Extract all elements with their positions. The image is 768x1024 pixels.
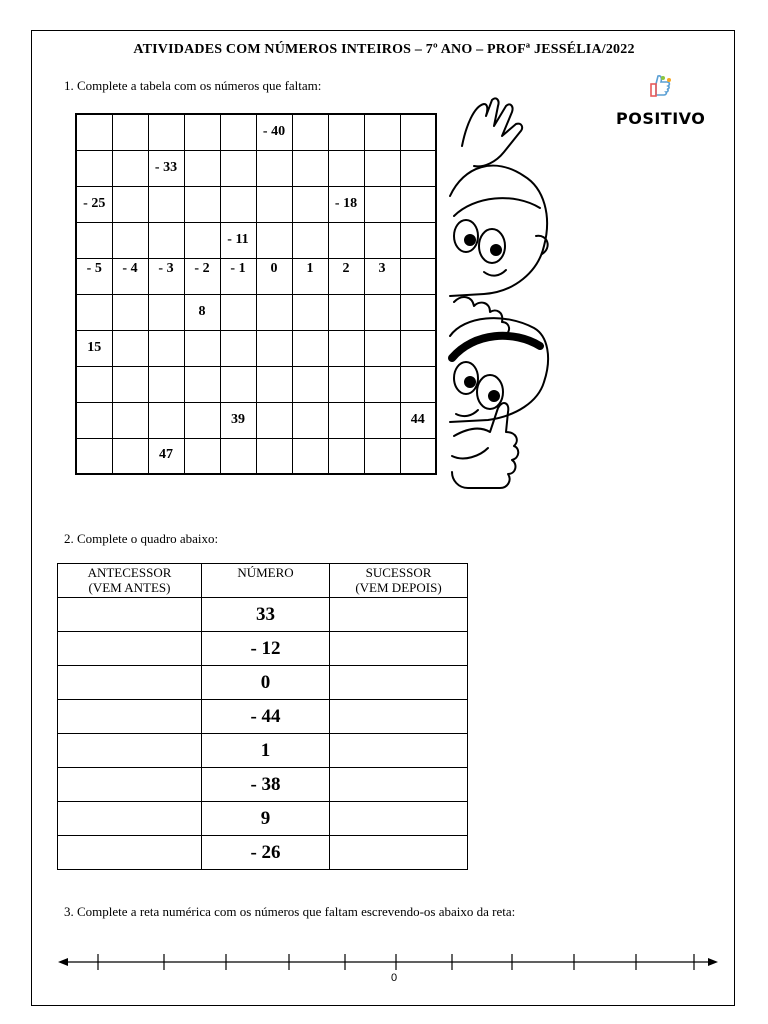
grid-cell[interactable]: [364, 402, 400, 438]
grid-cell[interactable]: [256, 402, 292, 438]
grid-cell-value: [149, 376, 184, 402]
grid-row: [76, 438, 436, 474]
grid-cell-value: - 11: [227, 231, 249, 247]
numero-cell: 1: [202, 734, 330, 768]
sucessor-cell[interactable]: [330, 666, 468, 700]
grid-cell-value: 2: [342, 260, 350, 276]
grid-cell[interactable]: [328, 438, 364, 474]
grid-cell[interactable]: [256, 222, 292, 258]
grid-cell-value: [401, 304, 436, 330]
grid-cell[interactable]: [112, 438, 148, 474]
numero-cell: - 38: [202, 768, 330, 802]
grid-cell[interactable]: [148, 222, 184, 258]
grid-cell-value: [77, 376, 112, 402]
grid-cell[interactable]: [220, 258, 256, 294]
grid-cell[interactable]: [148, 366, 184, 402]
grid-cell[interactable]: [328, 222, 364, 258]
sucessor-cell[interactable]: [330, 700, 468, 734]
grid-cell[interactable]: [148, 150, 184, 186]
number-line: [58, 944, 718, 984]
grid-cell-value: [77, 124, 112, 150]
grid-cell-value: [113, 447, 148, 473]
grid-cell-value: 1: [306, 260, 314, 276]
grid-cell-value: [401, 376, 436, 402]
grid-cell[interactable]: [400, 402, 436, 438]
table-row: [58, 802, 468, 836]
grid-cell-value: [185, 447, 220, 473]
grid-cell[interactable]: [364, 366, 400, 402]
antecessor-cell[interactable]: [58, 768, 202, 802]
grid-cell[interactable]: [256, 438, 292, 474]
grid-cell[interactable]: [148, 258, 184, 294]
grid-cell-value: [401, 261, 436, 294]
grid-row: [76, 294, 436, 330]
grid-cell-value: [365, 412, 400, 438]
antecessor-cell[interactable]: [58, 598, 202, 632]
grid-cell[interactable]: [220, 330, 256, 366]
grid-cell[interactable]: [184, 186, 220, 222]
header-numero-label: NÚMERO: [237, 565, 294, 580]
table-row: [58, 632, 468, 666]
antecessor-cell[interactable]: [58, 666, 202, 700]
grid-cell-value: [113, 160, 148, 186]
grid-cell[interactable]: [184, 294, 220, 330]
grid-cell-value: [113, 304, 148, 330]
grid-cell-value: [185, 376, 220, 402]
grid-cell-value: - 25: [83, 195, 106, 211]
grid-cell[interactable]: [400, 150, 436, 186]
grid-cell-value: 3: [378, 260, 386, 276]
grid-cell-value: [401, 447, 436, 473]
grid-cell-value: [149, 340, 184, 366]
grid-cell-value: [365, 196, 400, 222]
grid-cell[interactable]: [292, 438, 328, 474]
left-arrow-icon: [58, 958, 68, 966]
grid-cell[interactable]: [364, 258, 400, 294]
numero-cell: 9: [202, 802, 330, 836]
grid-cell[interactable]: [292, 366, 328, 402]
sucessor-cell[interactable]: [330, 768, 468, 802]
grid-cell[interactable]: [112, 258, 148, 294]
grid-cell[interactable]: [256, 186, 292, 222]
grid-cell[interactable]: [184, 150, 220, 186]
grid-cell-value: - 3: [158, 260, 174, 276]
grid-cell-value: [221, 376, 256, 402]
grid-cell[interactable]: [220, 186, 256, 222]
sucessor-cell[interactable]: [330, 734, 468, 768]
grid-cell[interactable]: [112, 222, 148, 258]
grid-cell[interactable]: [256, 258, 292, 294]
grid-cell[interactable]: [328, 150, 364, 186]
grid-cell-value: [113, 196, 148, 222]
question-2-prompt: 2. Complete o quadro abaixo:: [64, 531, 219, 546]
grid-cell[interactable]: [76, 294, 112, 330]
grid-cell-value: [113, 340, 148, 366]
grid-cell-value: [77, 160, 112, 186]
grid-cell[interactable]: [364, 222, 400, 258]
grid-cell[interactable]: [184, 258, 220, 294]
grid-cell-value: - 18: [334, 195, 358, 211]
positivo-logo: [616, 74, 704, 128]
grid-cell-value: [221, 304, 256, 330]
grid-cell[interactable]: [220, 114, 256, 150]
grid-cell-value: [365, 124, 400, 150]
grid-cell-value: [365, 232, 400, 258]
grid-cell[interactable]: [220, 366, 256, 402]
grid-cell-value: [401, 124, 436, 150]
grid-cell-value: [257, 304, 292, 330]
grid-cell[interactable]: [184, 222, 220, 258]
grid-cell-value: [293, 340, 328, 366]
numero-cell: - 44: [202, 700, 330, 734]
grid-cell[interactable]: [220, 402, 256, 438]
grid-cell[interactable]: [400, 438, 436, 474]
grid-cell[interactable]: [148, 438, 184, 474]
grid-cell[interactable]: [328, 402, 364, 438]
zero-label: 0: [391, 972, 398, 984]
grid-row: [76, 366, 436, 402]
grid-cell[interactable]: [76, 438, 112, 474]
grid-cell-value: [401, 232, 436, 258]
grid-cell-value: [293, 412, 328, 438]
grid-cell-value: 15: [87, 339, 102, 355]
grid-cell-value: [185, 124, 220, 150]
grid-cell[interactable]: [292, 402, 328, 438]
grid-cell-value: [329, 232, 364, 258]
grid-cell-value: [221, 160, 256, 186]
grid-cell[interactable]: [256, 330, 292, 366]
grid-cell[interactable]: [76, 330, 112, 366]
grid-cell[interactable]: [400, 258, 436, 294]
table-row: [58, 836, 468, 870]
grid-cell[interactable]: [292, 330, 328, 366]
grid-cell[interactable]: [256, 114, 292, 150]
grid-cell-value: [149, 232, 184, 258]
grid-cell-value: [365, 340, 400, 366]
grid-cell[interactable]: [220, 150, 256, 186]
grid-cell-value: [365, 160, 400, 186]
grid-cell[interactable]: [112, 186, 148, 222]
sucessor-cell[interactable]: [330, 836, 468, 870]
grid-cell-value: [185, 196, 220, 222]
grid-cell-value: [365, 447, 400, 473]
grid-cell[interactable]: [76, 402, 112, 438]
table-row: [58, 598, 468, 632]
grid-cell-value: [221, 196, 256, 222]
grid-cell-value: [293, 160, 328, 186]
grid-cell[interactable]: [328, 294, 364, 330]
grid-cell-value: [257, 196, 292, 222]
grid-cell[interactable]: [292, 150, 328, 186]
grid-cell-value: - 4: [122, 260, 138, 276]
grid-cell-value: [401, 196, 436, 222]
table-row: [58, 700, 468, 734]
grid-cell-value: [329, 376, 364, 402]
grid-cell-value: [257, 376, 292, 402]
grid-cell[interactable]: [292, 114, 328, 150]
grid-row: [76, 222, 436, 258]
grid-cell[interactable]: [112, 402, 148, 438]
grid-cell-value: [293, 376, 328, 402]
grid-cell[interactable]: [112, 330, 148, 366]
thumbs-up-logo-icon: [645, 74, 675, 102]
grid-cell[interactable]: [184, 114, 220, 150]
grid-cell[interactable]: [292, 258, 328, 294]
grid-cell-value: [113, 124, 148, 150]
table-row: [58, 734, 468, 768]
grid-cell-value: [185, 412, 220, 438]
grid-cell[interactable]: [148, 186, 184, 222]
grid-cell-value: [149, 304, 184, 330]
grid-cell-value: [113, 412, 148, 438]
grid-cell-value: [257, 160, 292, 186]
grid-cell[interactable]: [400, 366, 436, 402]
grid-cell-value: [149, 412, 184, 438]
grid-cell-value: [293, 304, 328, 330]
grid-cell[interactable]: [328, 366, 364, 402]
grid-cell-value: [401, 340, 436, 366]
grid-cell[interactable]: [400, 186, 436, 222]
grid-cell[interactable]: [364, 330, 400, 366]
grid-cell-value: - 40: [262, 123, 286, 139]
grid-cell[interactable]: [112, 114, 148, 150]
grid-cell-value: 8: [198, 303, 206, 319]
grid-cell-value: [113, 232, 148, 258]
grid-cell[interactable]: [400, 294, 436, 330]
grid-cell[interactable]: [328, 114, 364, 150]
grid-cell[interactable]: [148, 114, 184, 150]
grid-cell-value: [293, 196, 328, 222]
logo-text: POSITIVO: [616, 109, 706, 128]
grid-cell-value: [221, 340, 256, 366]
antecessor-cell[interactable]: [58, 836, 202, 870]
grid-cell-value: - 33: [154, 159, 178, 175]
numero-cell: - 12: [202, 632, 330, 666]
header-antecessor-label: ANTECESSOR (VEM ANTES): [87, 565, 172, 595]
grid-cell[interactable]: [76, 366, 112, 402]
grid-cell[interactable]: [112, 150, 148, 186]
grid-row: [76, 150, 436, 186]
right-arrow-icon: [708, 958, 718, 966]
grid-cell-value: [149, 124, 184, 150]
sucessor-cell[interactable]: [330, 632, 468, 666]
antecessor-cell[interactable]: [58, 802, 202, 836]
grid-cell[interactable]: [292, 222, 328, 258]
grid-cell-value: [77, 232, 112, 258]
grid-cell-value: [185, 232, 220, 258]
grid-cell-value: [365, 304, 400, 330]
page-title: ATIVIDADES COM NÚMEROS INTEIROS – 7º ANO – PROFª JESSÉLIA/2022: [133, 42, 635, 57]
grid-cell[interactable]: [184, 330, 220, 366]
grid-cell-value: - 2: [194, 260, 210, 276]
numero-cell: 33: [202, 598, 330, 632]
grid-cell-value: [329, 160, 364, 186]
grid-cell-value: 44: [410, 411, 425, 427]
grid-cell-value: 47: [159, 447, 173, 462]
grid-cell-value: [149, 196, 184, 222]
grid-cell-value: [185, 160, 220, 186]
grid-row: [76, 186, 436, 222]
grid-cell[interactable]: [364, 150, 400, 186]
header-sucessor: [330, 564, 468, 598]
predecessor-successor-table: [57, 563, 468, 870]
grid-row: [76, 114, 436, 150]
grid-cell[interactable]: [76, 258, 112, 294]
grid-cell[interactable]: [328, 258, 364, 294]
header-antecessor: [58, 564, 202, 598]
grid-cell-value: [221, 124, 256, 150]
grid-cell[interactable]: [184, 438, 220, 474]
grid-cell[interactable]: [112, 294, 148, 330]
grid-cell-value: [329, 124, 364, 150]
grid-cell[interactable]: [328, 186, 364, 222]
grid-cell-value: [77, 412, 112, 438]
grid-row: [76, 402, 436, 438]
antecessor-cell[interactable]: [58, 700, 202, 734]
grid-cell[interactable]: [400, 222, 436, 258]
grid-cell-value: [329, 412, 364, 438]
grid-cell[interactable]: [256, 294, 292, 330]
grid-cell[interactable]: [76, 222, 112, 258]
grid-cell-value: [293, 232, 328, 258]
antecessor-cell[interactable]: [58, 632, 202, 666]
grid-cell[interactable]: [292, 186, 328, 222]
table-row: [58, 768, 468, 802]
grid-cell-value: [77, 304, 112, 330]
grid-cell[interactable]: [364, 186, 400, 222]
header-sucessor-label: SUCESSOR (VEM DEPOIS): [355, 565, 442, 595]
table-row: [58, 666, 468, 700]
grid-cell[interactable]: [184, 402, 220, 438]
grid-cell-value: [401, 160, 436, 186]
grid-cell[interactable]: [256, 150, 292, 186]
grid-cell[interactable]: [148, 294, 184, 330]
grid-cell-value: [293, 447, 328, 473]
question-1-prompt: 1. Complete a tabela com os números que faltam:: [64, 78, 322, 93]
grid-cell-value: [365, 376, 400, 402]
grid-cell[interactable]: [220, 222, 256, 258]
grid-cell[interactable]: [148, 330, 184, 366]
grid-cell[interactable]: [76, 114, 112, 150]
peeking-kids-illustration: [444, 96, 576, 512]
grid-cell-value: [257, 340, 292, 366]
numero-cell: - 26: [202, 836, 330, 870]
grid-cell[interactable]: [76, 150, 112, 186]
grid-cell-value: - 1: [230, 260, 246, 276]
grid-cell[interactable]: [292, 294, 328, 330]
grid-cell-value: 0: [270, 260, 278, 276]
grid-cell-value: [257, 232, 292, 258]
grid-cell-value: [113, 376, 148, 402]
grid-cell[interactable]: [328, 330, 364, 366]
sucessor-cell[interactable]: [330, 802, 468, 836]
grid-cell[interactable]: [148, 402, 184, 438]
grid-row: [76, 330, 436, 366]
grid-cell[interactable]: [256, 366, 292, 402]
grid-cell-value: [293, 124, 328, 150]
numero-cell: 0: [202, 666, 330, 700]
grid-row: [76, 258, 436, 294]
grid-cell[interactable]: [400, 330, 436, 366]
grid-cell[interactable]: [364, 294, 400, 330]
grid-cell[interactable]: [220, 438, 256, 474]
header-numero: [202, 564, 330, 598]
number-grid: [75, 113, 437, 475]
grid-cell-value: 39: [231, 411, 245, 427]
grid-cell[interactable]: [364, 114, 400, 150]
grid-cell-value: [257, 412, 292, 438]
grid-cell[interactable]: [220, 294, 256, 330]
grid-cell-value: [329, 447, 364, 473]
antecessor-cell[interactable]: [58, 734, 202, 768]
grid-cell-value: [329, 340, 364, 366]
grid-cell[interactable]: [400, 114, 436, 150]
grid-cell[interactable]: [112, 366, 148, 402]
grid-cell[interactable]: [364, 438, 400, 474]
grid-cell-value: [257, 447, 292, 473]
grid-cell[interactable]: [184, 366, 220, 402]
grid-cell-value: [329, 304, 364, 330]
grid-cell-value: [221, 447, 256, 473]
grid-cell-value: - 5: [86, 260, 102, 276]
grid-cell-value: [77, 447, 112, 473]
sucessor-cell[interactable]: [330, 598, 468, 632]
grid-cell[interactable]: [76, 186, 112, 222]
question-3-prompt: 3. Complete a reta numérica com os números que faltam escrevendo-os abaixo da reta:: [64, 904, 516, 919]
grid-cell-value: [185, 340, 220, 366]
